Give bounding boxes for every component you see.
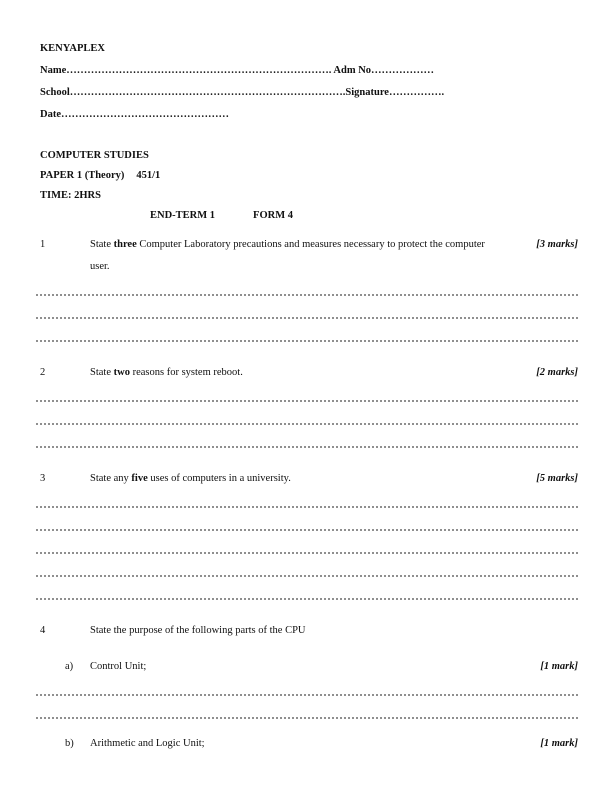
paper-title-block [40, 146, 578, 226]
dotted-answer-line [36, 678, 578, 696]
publisher-name: KENYAPLEX [40, 43, 105, 54]
question-1 [40, 234, 578, 342]
dotted-answer-line [36, 696, 578, 719]
question-4a-answer-lines [36, 678, 578, 719]
question-2-answer-lines [36, 384, 578, 448]
dotted-answer-line [36, 319, 578, 342]
question-4a-text: Control Unit; [90, 661, 147, 672]
question-3-row [40, 468, 578, 490]
paper-line [40, 166, 578, 186]
dotted-answer-line [36, 508, 578, 531]
question-2-keyword: two [113, 367, 130, 378]
question-4b-row [40, 733, 578, 755]
question-4a-marks: [1 mark] [540, 661, 578, 672]
term-form-line [40, 206, 578, 226]
question-3-text-after: uses of computers in a university. [147, 473, 291, 484]
question-2-text-before: State [90, 367, 114, 378]
question-1-text-before: State [90, 239, 114, 250]
date-line: Date………………………………………… [40, 109, 229, 120]
student-details-header [40, 38, 578, 126]
question-3-keyword: five [131, 473, 148, 484]
question-3-text [90, 468, 516, 490]
time-allowed: TIME: 2HRS [40, 190, 101, 201]
question-2-row [40, 362, 578, 384]
question-3-text-before: State any [90, 473, 132, 484]
question-3-answer-lines [36, 490, 578, 600]
question-3 [40, 468, 578, 600]
question-1-answer-lines [36, 278, 578, 342]
question-3-marks: [5 marks] [536, 473, 578, 484]
form-label: FORM 4 [253, 210, 293, 221]
question-4a-letter: a) [65, 661, 74, 672]
question-4-number: 4 [40, 625, 46, 636]
paper-code: 451/1 [136, 170, 161, 181]
question-2-number: 2 [40, 367, 46, 378]
dotted-answer-line [36, 554, 578, 577]
dotted-answer-line [36, 296, 578, 319]
dotted-answer-line [36, 490, 578, 508]
question-2 [40, 362, 578, 448]
dotted-answer-line [36, 278, 578, 296]
question-4-row [40, 620, 578, 642]
question-4 [40, 620, 578, 755]
question-1-keyword: three [113, 239, 137, 250]
dotted-answer-line [36, 402, 578, 425]
question-4a-row [40, 656, 578, 678]
school-signature-line: School…………………………………………………………………….Signature……………. [40, 87, 445, 98]
dotted-answer-line [36, 425, 578, 448]
question-4b-text: Arithmetic and Logic Unit; [90, 738, 205, 749]
dotted-answer-line [36, 531, 578, 554]
question-1-marks: [3 marks] [536, 239, 578, 250]
question-4-text-before: State the purpose of the following parts of the CPU [90, 625, 306, 636]
name-adm-no-line: Name…………………………………………………………………. Adm No……………… [40, 65, 435, 76]
question-1-row [40, 234, 578, 278]
question-4b-letter: b) [65, 738, 74, 749]
term-label: END-TERM 1 [150, 210, 216, 221]
question-2-text-after: reasons for system reboot. [129, 367, 243, 378]
question-2-text [90, 362, 516, 384]
paper-label: PAPER 1 (Theory) [40, 170, 125, 181]
dotted-answer-line [36, 577, 578, 600]
question-2-marks: [2 marks] [536, 367, 578, 378]
question-4-text [90, 620, 516, 642]
subject-title: COMPUTER STUDIES [40, 150, 149, 161]
question-1-text-after: Computer Laboratory precautions and measures necessary to protect the computer user. [90, 239, 485, 272]
question-1-text [90, 234, 516, 278]
question-4b-marks: [1 mark] [540, 738, 578, 749]
dotted-answer-line [36, 384, 578, 402]
question-1-number: 1 [40, 239, 46, 250]
question-3-number: 3 [40, 473, 46, 484]
